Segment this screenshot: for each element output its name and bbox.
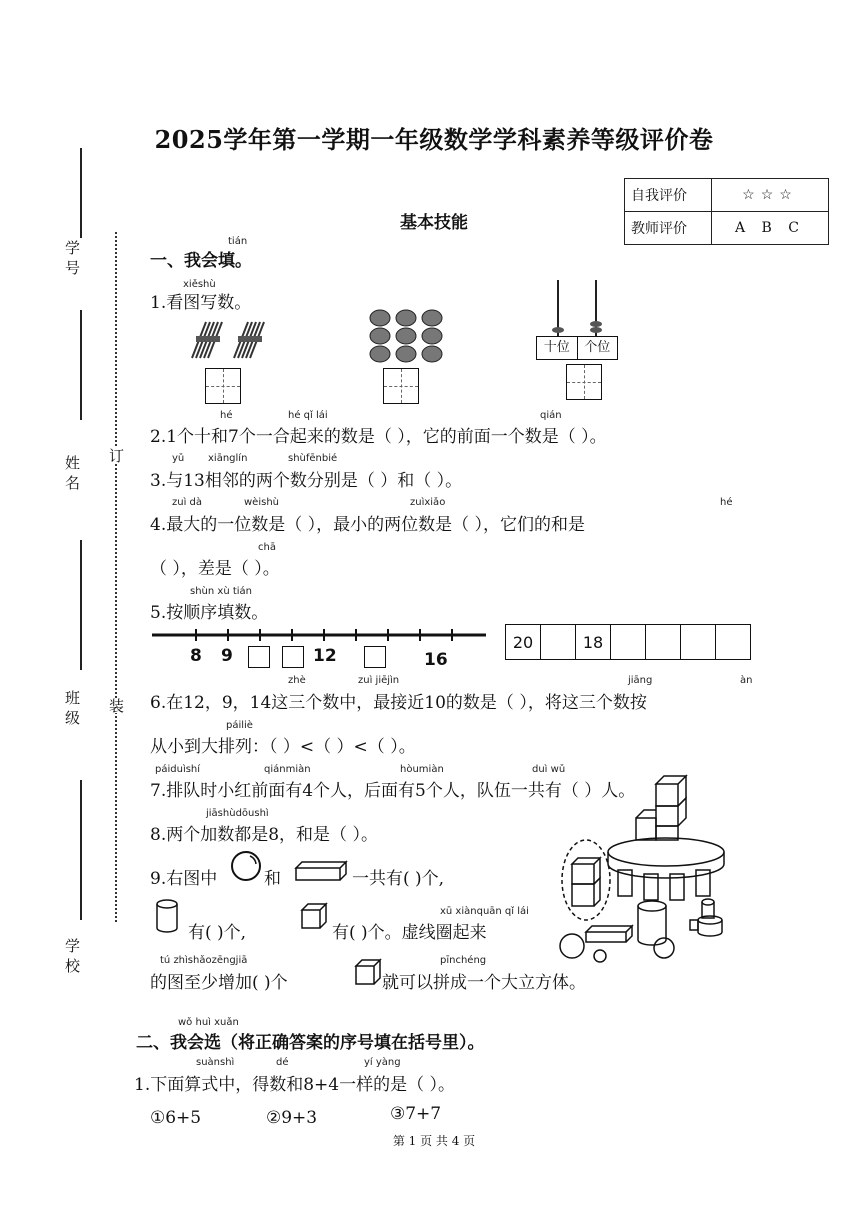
option-1: ①6+5 xyxy=(150,1108,202,1128)
q4-line2: （ ），差是（ ）。 xyxy=(150,559,280,579)
q7-text: 7.排队时小红前面有4个人，后面有5个人，队伍一共有（ ）人。 xyxy=(150,781,636,801)
q4-pinyin-3: zuìxiǎo xyxy=(410,497,446,508)
s2q1-pinyin-2: dé xyxy=(276,1057,289,1068)
self-eval-label: 自我评价 xyxy=(625,179,712,212)
numberline-blank-14[interactable] xyxy=(364,646,386,668)
q4-pinyin-4: hé xyxy=(720,497,733,508)
sequence-cell[interactable] xyxy=(646,625,681,660)
number-line xyxy=(152,628,486,642)
q8-pinyin: jiāshùdōushì xyxy=(206,808,269,819)
q7-pinyin-1: páiduìshí xyxy=(155,764,201,775)
section-subtitle: 基本技能 xyxy=(400,213,468,233)
page-number: 第 1 页 共 4 页 xyxy=(392,1134,476,1148)
numberline-label-12: 12 xyxy=(313,646,337,666)
q5-text: 5.按顺序填数。 xyxy=(150,603,269,623)
q6-line2: 从小到大排列：（ ）<（ ）<（ ）。 xyxy=(150,737,416,757)
sequence-cell[interactable] xyxy=(716,625,751,660)
section2-heading: 二、我会选（将正确答案的序号填在括号里）。 xyxy=(136,1033,485,1053)
answer-box-apples[interactable] xyxy=(383,368,419,404)
abacus-ones-label: 个位 xyxy=(584,340,611,355)
q4-pinyin-2: wèishù xyxy=(244,497,279,508)
q9-pinyin-1: xū xiànquān qǐ lái xyxy=(440,906,529,917)
numberline-blank-11[interactable] xyxy=(282,646,304,668)
q9-line1c: 一共有( )个, xyxy=(352,869,445,889)
q6-line1: 6.在12，9，14这三个数中，最接近10的数是（ ），将这三个数按 xyxy=(150,693,647,713)
zhuang-label: 装 xyxy=(107,698,125,713)
cylinder-icon xyxy=(154,898,180,934)
numberline-blank-10[interactable] xyxy=(248,646,270,668)
abacus-tens-label: 十位 xyxy=(537,337,578,359)
q4-pinyin-1: zuì dà xyxy=(172,497,203,508)
sequence-cell: 20 xyxy=(506,625,541,660)
teacher-eval-grades: A B C xyxy=(712,212,829,245)
binding-dotted-line xyxy=(115,232,117,922)
apples-image xyxy=(366,306,446,366)
q2-pinyin-3: qián xyxy=(540,410,562,421)
s2q1-pinyin-3: yí yàng xyxy=(364,1057,401,1068)
sphere-icon xyxy=(230,850,262,882)
q3-pinyin-3: shùfēnbié xyxy=(288,453,338,464)
q9-line1b: 和 xyxy=(264,869,281,889)
q9-line1a: 9.右图中 xyxy=(150,869,218,889)
blocks-illustration xyxy=(556,770,752,966)
q3-pinyin-2: xiānglín xyxy=(208,453,248,464)
student-id-line-2 xyxy=(80,310,82,420)
q1-text: 1.看图写数。 xyxy=(150,293,252,313)
q2-pinyin-2: hé qǐ lái xyxy=(288,410,328,421)
q3-pinyin-1: yǔ xyxy=(172,453,185,464)
sequence-cell[interactable] xyxy=(541,625,576,660)
q6-pinyin-5: páiliè xyxy=(226,720,253,731)
sequence-cell[interactable] xyxy=(681,625,716,660)
section1-heading: 一、我会填。 xyxy=(150,251,252,271)
student-id-line xyxy=(80,148,82,238)
ding-label: 订 xyxy=(107,448,125,463)
q4-line1: 4.最大的一位数是（ ），最小的两位数是（ ），它们的和是 xyxy=(150,515,586,535)
sequence-table xyxy=(505,624,751,660)
q8-text: 8.两个加数都是8，和是（ ）。 xyxy=(150,825,378,845)
numberline-label-9: 9 xyxy=(221,646,233,666)
sequence-cell[interactable] xyxy=(611,625,646,660)
student-id-label: 学 号 xyxy=(63,240,81,275)
numberline-label-16: 16 xyxy=(424,650,448,670)
class-line xyxy=(80,780,82,920)
q6-pinyin-1: zhè xyxy=(288,675,306,686)
s2q1-pinyin-1: suànshì xyxy=(196,1057,235,1068)
option-2: ②9+3 xyxy=(266,1108,318,1128)
school-label: 学 校 xyxy=(63,938,81,973)
q9-line3b: 就可以拼成一个大立方体。 xyxy=(382,973,586,993)
q9-pinyin-2: tú zhìshǎozēngjiā xyxy=(160,955,248,966)
page-title: 2025学年第一学期一年级数学学科素养等级评价卷 xyxy=(154,125,714,154)
q3-text: 3.与13相邻的两个数分别是（ ）和（ ）。 xyxy=(150,471,463,491)
q6-pinyin-2: zuì jiējìn xyxy=(358,675,400,686)
q7-pinyin-2: qiánmiàn xyxy=(264,764,311,775)
answer-box-abacus[interactable] xyxy=(566,364,602,400)
q9-line3a: 的图至少增加( )个 xyxy=(150,973,288,993)
section2-heading-pinyin: wǒ huì xuǎn xyxy=(178,1017,239,1028)
small-cube-icon xyxy=(354,958,382,986)
q9-line2a: 有( )个, xyxy=(188,923,247,943)
name-line xyxy=(80,540,82,670)
cube-icon xyxy=(300,902,328,930)
q7-pinyin-3: hòumiàn xyxy=(400,764,444,775)
q1-pinyin: xiěshù xyxy=(183,279,216,290)
q9-pinyin-3: pīnchéng xyxy=(440,955,487,966)
q4-pinyin-5: chā xyxy=(258,542,276,553)
q6-pinyin-3: jiāng xyxy=(628,675,653,686)
q6-pinyin-4: àn xyxy=(740,675,753,686)
q9-line2b: 有( )个。虚线圈起来 xyxy=(332,923,487,943)
abacus-image xyxy=(536,278,618,338)
numberline-label-8: 8 xyxy=(190,646,202,666)
cuboid-icon xyxy=(294,860,348,882)
q5-pinyin: shùn xù tián xyxy=(190,586,253,597)
name-label: 姓 名 xyxy=(63,455,81,490)
option-3: ③7+7 xyxy=(390,1104,442,1124)
heading-pinyin: tián xyxy=(228,236,248,247)
abacus-base xyxy=(536,336,618,360)
class-label: 班 级 xyxy=(63,690,81,725)
q2-pinyin-1: hé xyxy=(220,410,233,421)
self-eval-stars: ☆☆☆ xyxy=(712,179,829,212)
q2-text: 2.1个十和7个一合起来的数是（ ），它的前面一个数是（ ）。 xyxy=(150,427,607,447)
sequence-cell: 18 xyxy=(576,625,611,660)
s2q1-text: 1.下面算式中，得数和8+4一样的是（ ）。 xyxy=(134,1075,455,1095)
q7-pinyin-4: duì wǔ xyxy=(532,764,566,775)
answer-box-sticks[interactable] xyxy=(205,368,241,404)
teacher-eval-label: 教师评价 xyxy=(625,212,712,245)
sticks-bundles-image xyxy=(186,318,272,362)
